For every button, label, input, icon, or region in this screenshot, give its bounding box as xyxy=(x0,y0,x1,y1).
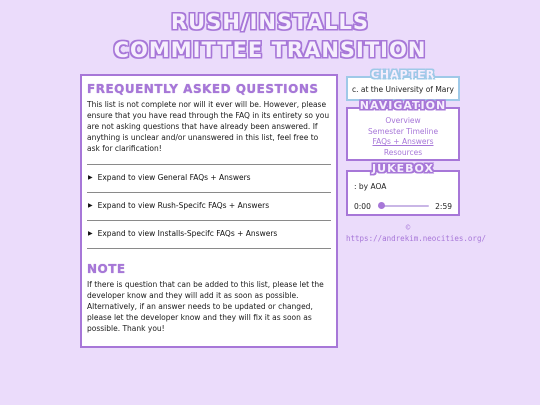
credit-block xyxy=(346,222,486,244)
title-line-1: RUSH/INSTALLS xyxy=(171,10,369,34)
faq-intro: This list is not complete nor will it ever will be. However, please ensure that you have read through the FAQ in its entirety so you are not asking questions that have already been answered. If anything is unclear and/or unanswered in this list, feel free to ask for clarification! xyxy=(87,100,330,153)
track-title: : by AOA xyxy=(354,182,387,191)
navigation-links xyxy=(348,116,458,158)
faq-panel xyxy=(80,74,338,348)
faq-heading: FREQUENTLY ASKED QUESTIONS xyxy=(87,82,319,96)
faq-item-rush[interactable] xyxy=(87,192,331,220)
chapter-name: c. at the University of Mary xyxy=(352,85,454,94)
nav-link-overview[interactable]: Overview xyxy=(385,116,421,125)
faq-item-installs[interactable] xyxy=(87,220,331,249)
faq-item-label: Expand to view General FAQs + Answers xyxy=(97,173,251,182)
disclosure-triangle-icon: ▶ xyxy=(88,230,93,237)
site-title xyxy=(0,8,540,64)
note-text: If there is question that can be added to this list, please let the developer know and they will add it as soon as possible. Alternatively, if an answer needs to be updated or changed, please let the developer know and they will fix it as soon as possible. Thank you! xyxy=(87,280,324,333)
disclosure-triangle-icon: ▶ xyxy=(88,174,93,181)
chapter-panel xyxy=(346,68,460,101)
note-heading: NOTE xyxy=(87,262,126,276)
faq-item-general[interactable] xyxy=(87,164,331,192)
nav-link-faqs[interactable]: FAQs + Answers xyxy=(372,137,434,146)
seek-thumb[interactable] xyxy=(378,202,385,209)
faq-item-label: Expand to view Installs-Specifc FAQs + Answers xyxy=(97,229,278,238)
nav-link-resources[interactable]: Resources xyxy=(383,147,423,157)
navigation-panel xyxy=(346,99,460,161)
faq-list xyxy=(87,164,331,249)
copyright-symbol: © xyxy=(405,223,411,232)
current-time: 0:00 xyxy=(354,201,371,211)
nav-link-semester-timeline[interactable]: Semester Timeline xyxy=(367,126,439,136)
disclosure-triangle-icon: ▶ xyxy=(88,202,93,209)
navigation-title: NAVIGATION xyxy=(359,99,447,112)
jukebox-title: JUKEBOX xyxy=(372,162,434,175)
faq-item-label: Expand to view Rush-Specifc FAQs + Answers xyxy=(97,201,270,210)
audio-player xyxy=(354,201,452,211)
seek-slider[interactable] xyxy=(378,201,429,211)
jukebox-panel xyxy=(346,162,460,216)
note-block xyxy=(87,262,331,334)
total-time: 2:59 xyxy=(435,201,452,211)
seek-track xyxy=(378,205,429,207)
title-line-2: COMMITTEE TRANSITION xyxy=(113,38,427,62)
credit-link[interactable]: https://andrekim.neocities.org/ xyxy=(346,234,486,243)
chapter-title: CHAPTER xyxy=(370,68,436,81)
